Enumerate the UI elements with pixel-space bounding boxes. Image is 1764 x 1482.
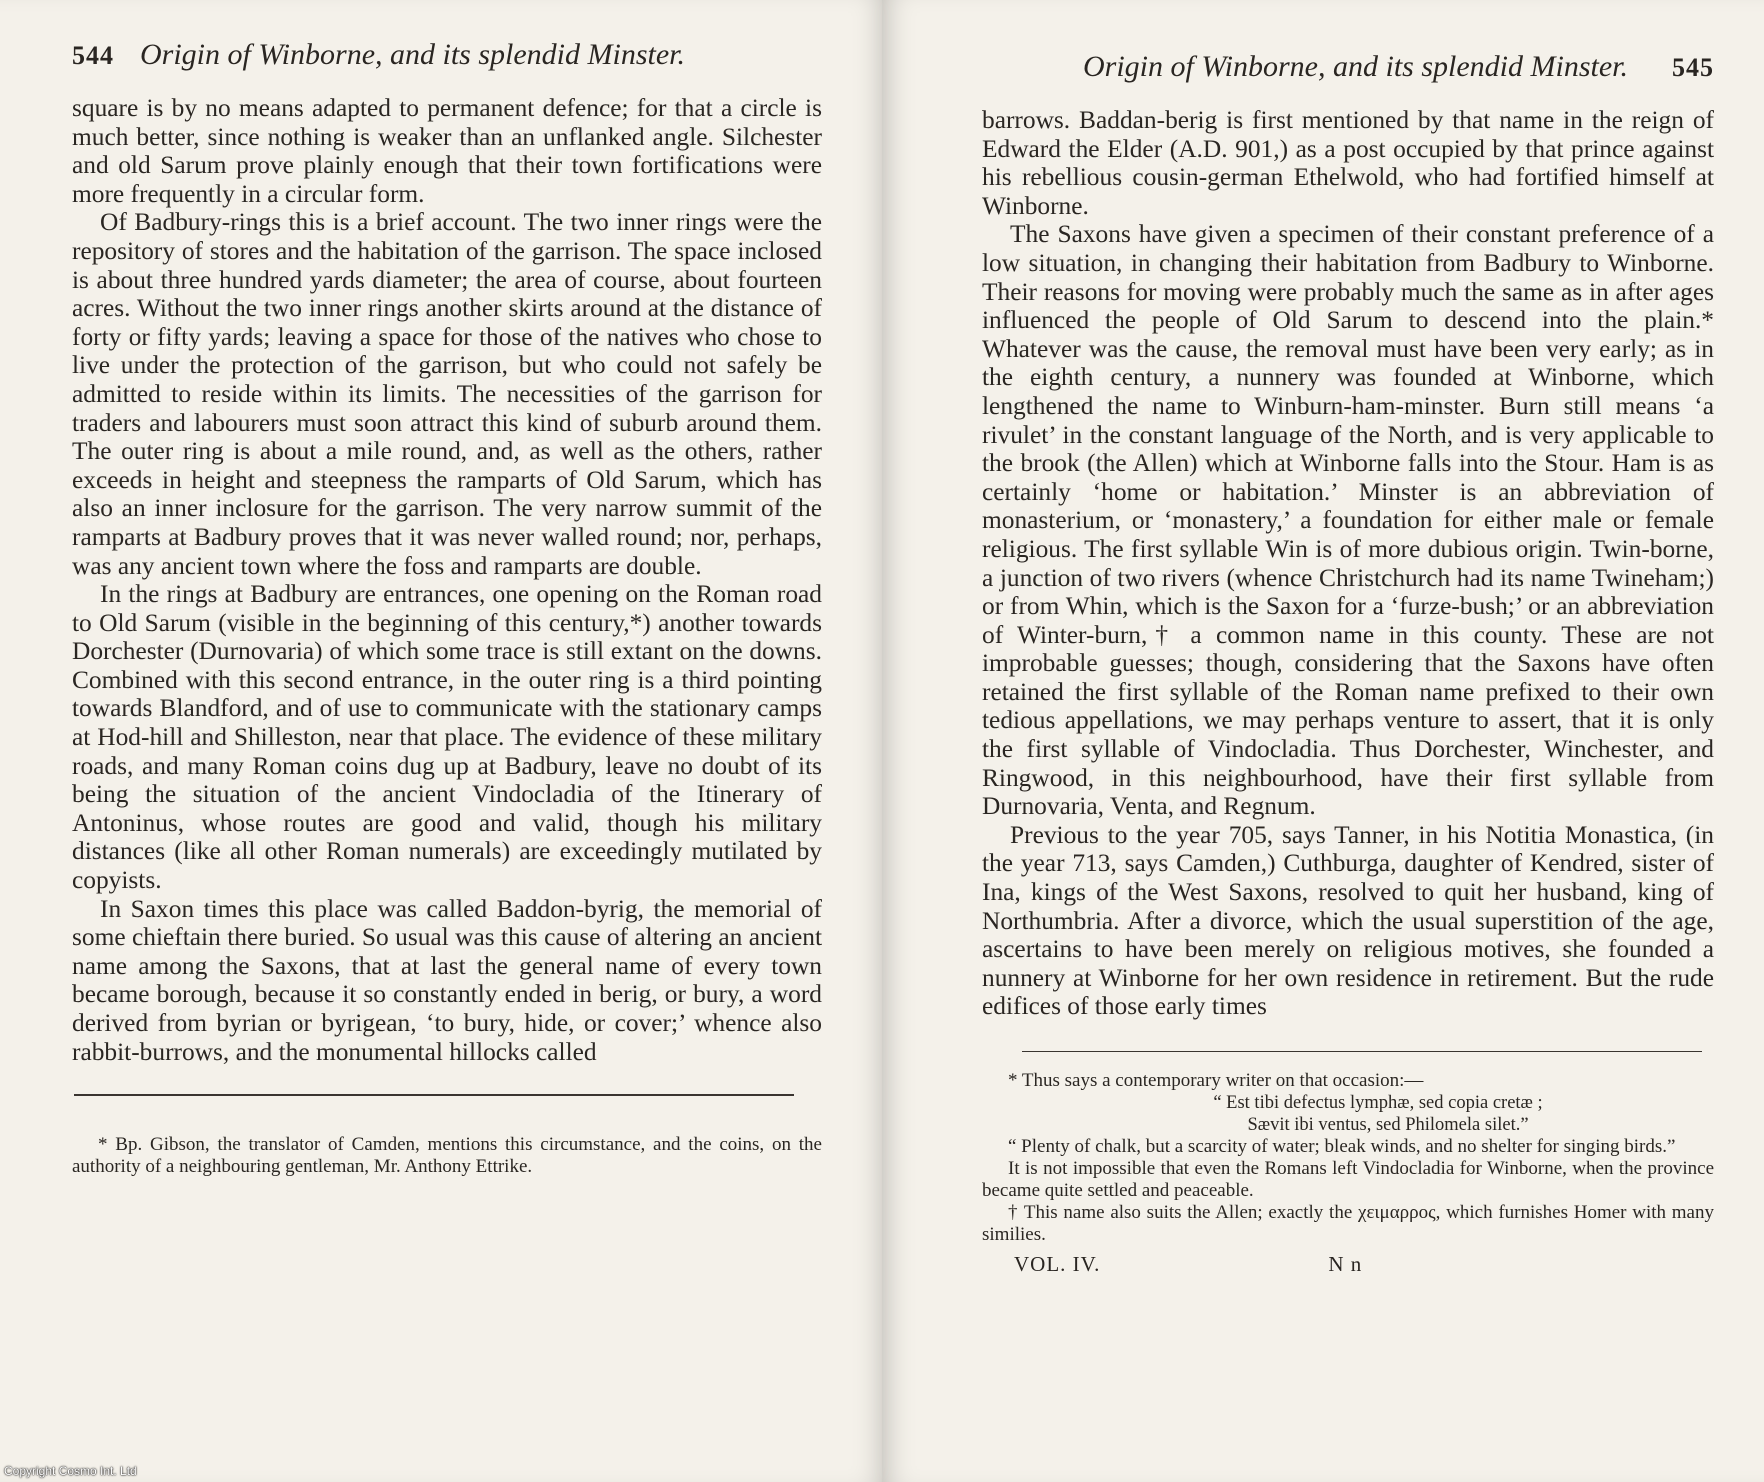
left-running-title: Origin of Winborne, and its splendid Minster. <box>140 38 686 71</box>
right-footnote-verse-1: “ Est tibi defectus lymphæ, sed copia cretæ ; <box>1213 1093 1543 1113</box>
right-footnote-translation: “ Plenty of chalk, but a scarcity of water; bleak winds, and no shelter for singing birds.” <box>1008 1136 1676 1157</box>
right-paragraph-1: barrows. Baddan-berig is first mentioned by that name in the reign of Edward the Elder (A.D. 901,) as a post occupied by that prince against his rebellious cousin-german Ethelwold, who had fortified himself at Winborne. <box>982 106 1714 220</box>
right-footnote-1: * Thus says a contemporary writer on that occasion:— <box>1008 1070 1424 1091</box>
right-signature-line <box>982 1252 1714 1277</box>
right-page-number: 545 <box>1672 53 1714 82</box>
left-paragraph-3: In the rings at Badbury are entrances, one opening on the Roman road to Old Sarum (visible in the beginning of this century,*) another towards Dorchester (Durnovaria) of which some trace is still extant on the downs. Combined with this second entrance, in the outer ring is a third pointing towards Blandford, and of use to communicate with the stationary camps at Hod-hill and Shilleston, near that place. The evidence of these military roads, and many Roman coins dug up at Badbury, leave no doubt of its being the situation of the ancient Vindocladia of the Itinerary of Antoninus, whose routes are good and valid, though his military distances (like all other Roman numerals) are exceedingly mutilated by copyists. <box>72 580 822 895</box>
signature-mark: N n <box>1328 1252 1363 1276</box>
left-running-head <box>72 38 822 94</box>
left-page-number: 544 <box>72 41 114 70</box>
right-running-head <box>982 50 1714 106</box>
right-footnotes <box>982 1070 1714 1246</box>
volume-label: VOL. IV. <box>1014 1252 1101 1276</box>
left-paragraph-4: In Saxon times this place was called Baddon-byrig, the memorial of some chieftain there buried. So usual was this cause of altering an ancient name among the Saxons, that at last the general name of every town became borough, because it so constantly ended in berig, or bury, a word derived from byrian or byrigean, ‘to bury, hide, or cover;’ whence also rabbit-burrows, and the monumental hillocks called <box>72 894 822 1066</box>
right-footnote-2: It is not impossible that even the Romans left Vindocladia for Winborne, when the province became quite settled and peaceable. <box>982 1158 1714 1201</box>
copyright-watermark: Copyright Cosmo Int. Ltd <box>4 1464 137 1478</box>
right-paragraph-2: The Saxons have given a specimen of their constant preference of a low situation, in changing their habitation from Badbury to Winborne. Their reasons for moving were probably much the same as in after ages influenced the people of Old Sarum to descend into the plain.* Whatever was the cause, the removal must have been very early; as in the eighth century, a nunnery was founded at Winborne, which lengthened the name to Winburn-ham-minster. Burn still means ‘a rivulet’ in the constant language of the North, and is very applicable to the brook (the Allen) which at Winborne falls into the Stour. Ham is as certainly ‘home or habitation.’ Minster is an abbreviation of monasterium, or ‘monastery,’ a foundation for either male or female religious. The first syllable Win is of more dubious origin. Twin-borne, a junction of two rivers (whence Christchurch had its name Twineham;) or from Whin, which is the Saxon for a ‘furze-bush;’ or an abbreviation of Winter-burn,† a common name in this county. These are not improbable guesses; though, considering that the Saxons have often retained the first syllable of the Roman name prefixed to their own tedious appellations, we may perhaps venture to assert, that it is only the first syllable of Vindocladia. Thus Dorchester, Winchester, and Ringwood, in this neighbourhood, have their first syllable from Durnovaria, Venta, and Regnum. <box>982 220 1714 821</box>
left-footnote-rule <box>74 1094 794 1096</box>
left-body-text <box>72 94 822 1066</box>
left-footnote-1: * Bp. Gibson, the translator of Camden, mentions this circumstance, and the coins, on the authority of a neighbouring gentleman, Mr. Anthony Ettrike. <box>72 1134 822 1178</box>
left-footnotes <box>72 1134 822 1178</box>
right-running-title: Origin of Winborne, and its splendid Minster. <box>1082 50 1628 83</box>
left-paragraph-2: Of Badbury-rings this is a brief account. The two inner rings were the repository of stores and the habitation of the garrison. The space inclosed is about three hundred yards diameter; the area of course, about fourteen acres. Without the two inner rings another skirts around at the distance of forty or fifty yards; leaving a space for those of the natives who chose to live under the protection of the garrison, but who could not safely be admitted to reside within its limits. The necessities of the garrison for traders and labourers must soon attract this kind of suburb around them. The outer ring is about a mile round, and, as well as the others, rather exceeds in height and steepness the ramparts of Old Sarum, which has also an inner inclosure for the garrison. The very narrow summit of the ramparts at Badbury proves that it was never walled round; nor, perhaps, was any ancient town where the foss and ramparts are double. <box>72 208 822 580</box>
left-paragraph-1: square is by no means adapted to permanent defence; for that a circle is much better, since nothing is weaker than an unflanked angle. Silchester and old Sarum prove plainly enough that their town fortifications were more frequently in a circular form. <box>72 94 822 208</box>
right-footnote-3: † This name also suits the Allen; exactly the χειμαρρος, which furnishes Homer with many similies. <box>982 1202 1714 1245</box>
right-footnote-verse-2: Sævit ibi ventus, sed Philomela silet.” <box>1247 1115 1529 1135</box>
right-paragraph-3: Previous to the year 705, says Tanner, in his Notitia Monastica, (in the year 713, says Camden,) Cuthburga, daughter of Kendred, sister of Ina, kings of the West Saxons, resolved to quit her husband, king of Northumbria. After a divorce, which the usual superstition of the age, ascertains to have been merely on religious motives, she founded a nunnery at Winborne for her own residence in retirement. But the rude edifices of those early times <box>982 820 1714 1021</box>
right-body-text <box>982 106 1714 1021</box>
right-footnote-rule <box>1022 1051 1702 1052</box>
right-page <box>882 0 1764 1482</box>
